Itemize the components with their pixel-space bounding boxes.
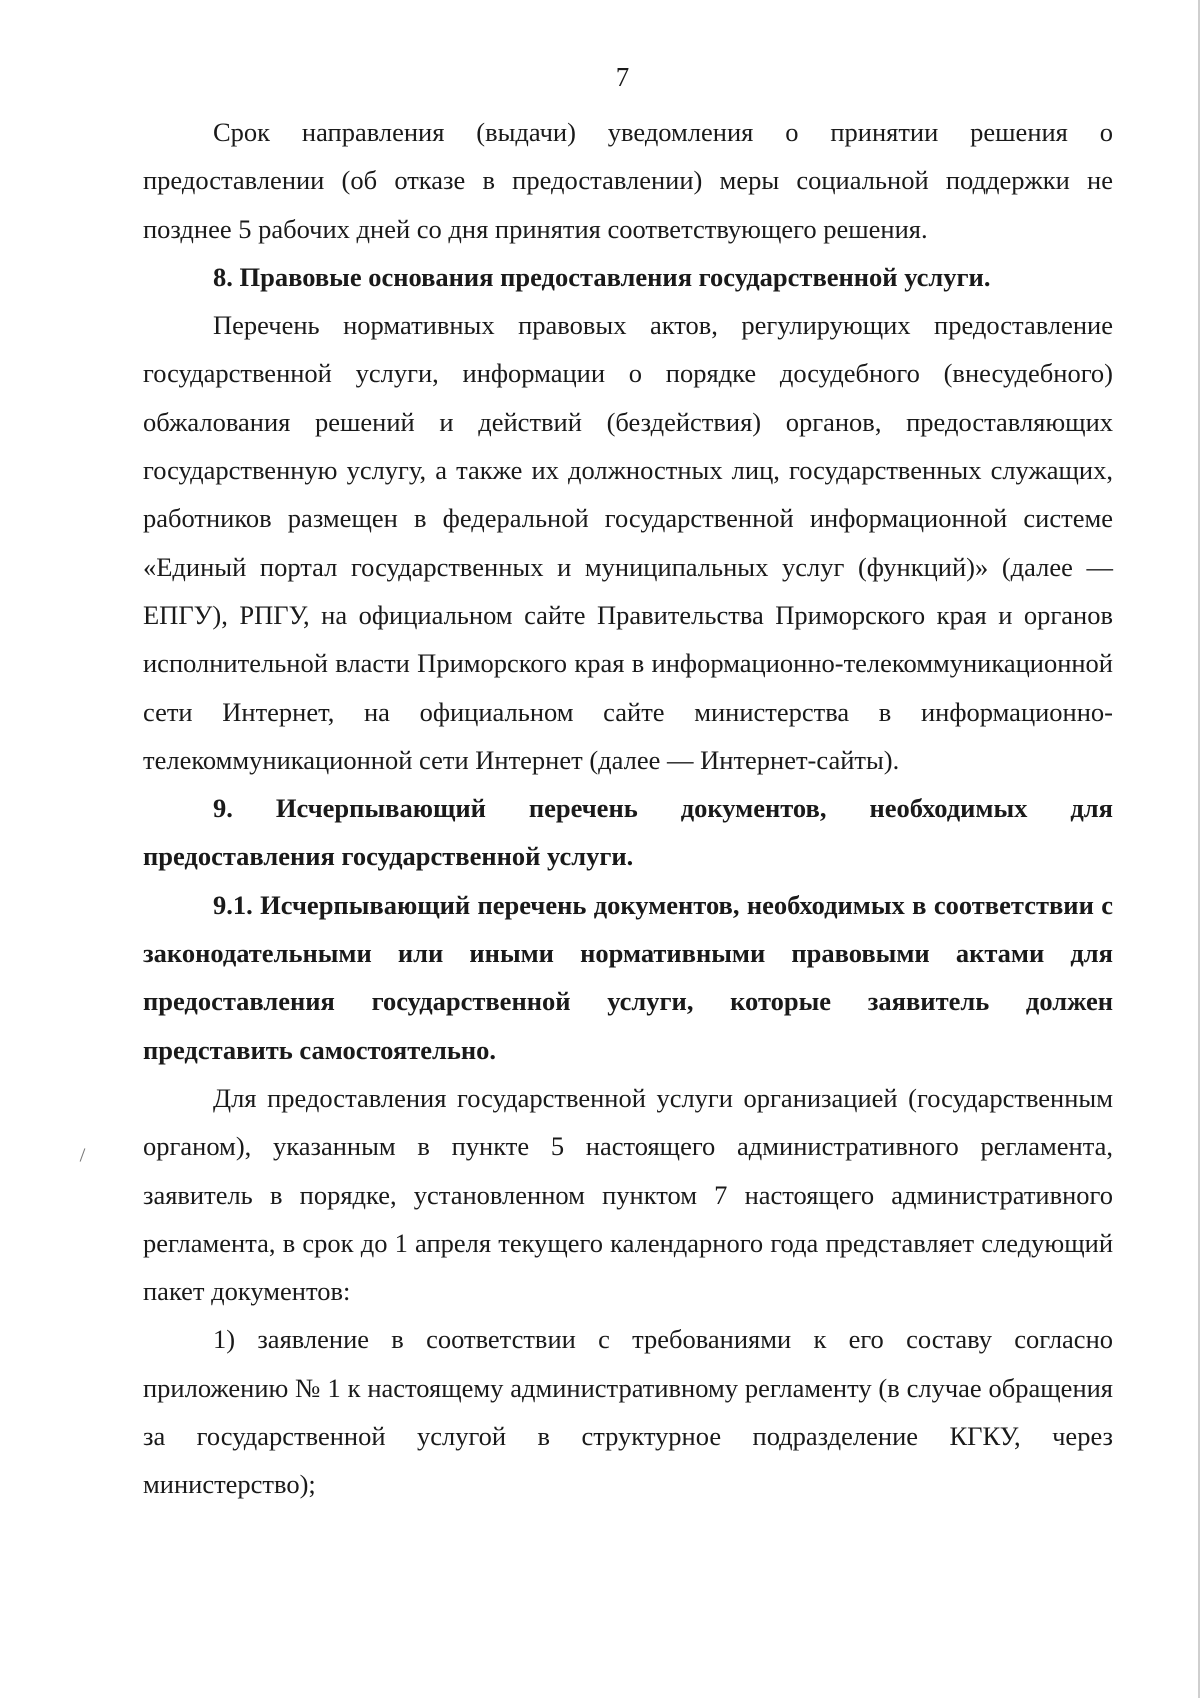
scan-artifact-mark <box>80 1148 86 1161</box>
document-body <box>143 108 1113 1509</box>
section-heading-9-1: 9.1. Исчерпывающий перечень документов, необходимых в соответствии с законодательными или иными нормативными правовыми актами для предоставления государственной услуги, которые заявитель должен представить самостоятельно. <box>143 889 1113 1065</box>
paragraph-document-package: Для предоставления государственной услуги организацией (государственным органом), указанным в пункте 5 настоящего административного регламента, заявитель в порядке, установленном пунктом 7 настоящего административного регламента, в срок до 1 апреля текущего календарного года представляет следующий пакет документов: <box>143 1082 1113 1307</box>
section-heading-8: 8. Правовые основания предоставления государственной услуги. <box>213 261 991 292</box>
paragraph-legal-acts: Перечень нормативных правовых актов, регулирующих предоставление государственной услуги, информации о порядке досудебного (внесудебного) обжалования решений и действий (бездействия) органов, предоставляющих государственную услугу, а также их должностных лиц, государственных служащих, работников размещен в федеральной государственной информационной системе «Единый портал государственных и муниципальных услуг (функций)» (далее — ЕПГУ), РПГУ, на официальном сайте Правительства Приморского края и органов исполнительной власти Приморского края в информационно-телекоммуникационной сети Интернет, на официальном сайте министерства в информационно-телекоммуникационной сети Интернет (далее — Интернет-сайты). <box>143 310 1113 775</box>
page-number: 7 <box>615 62 630 92</box>
list-item-1: 1) заявление в соответствии с требованиями к его составу согласно приложению № 1 к настоящему административному регламенту (в случае обращения за государственной услугой в структурное подразделение КГКУ, через министерство); <box>143 1324 1113 1500</box>
section-heading-9: 9. Исчерпывающий перечень документов, необходимых для предоставления государственной услуги. <box>143 793 1113 872</box>
paragraph-notification-term: Срок направления (выдачи) уведомления о принятии решения о предоставлении (об отказе в предоставлении) меры социальной поддержки не позднее 5 рабочих дней со дня принятия соответствующего решения. <box>143 117 1113 244</box>
